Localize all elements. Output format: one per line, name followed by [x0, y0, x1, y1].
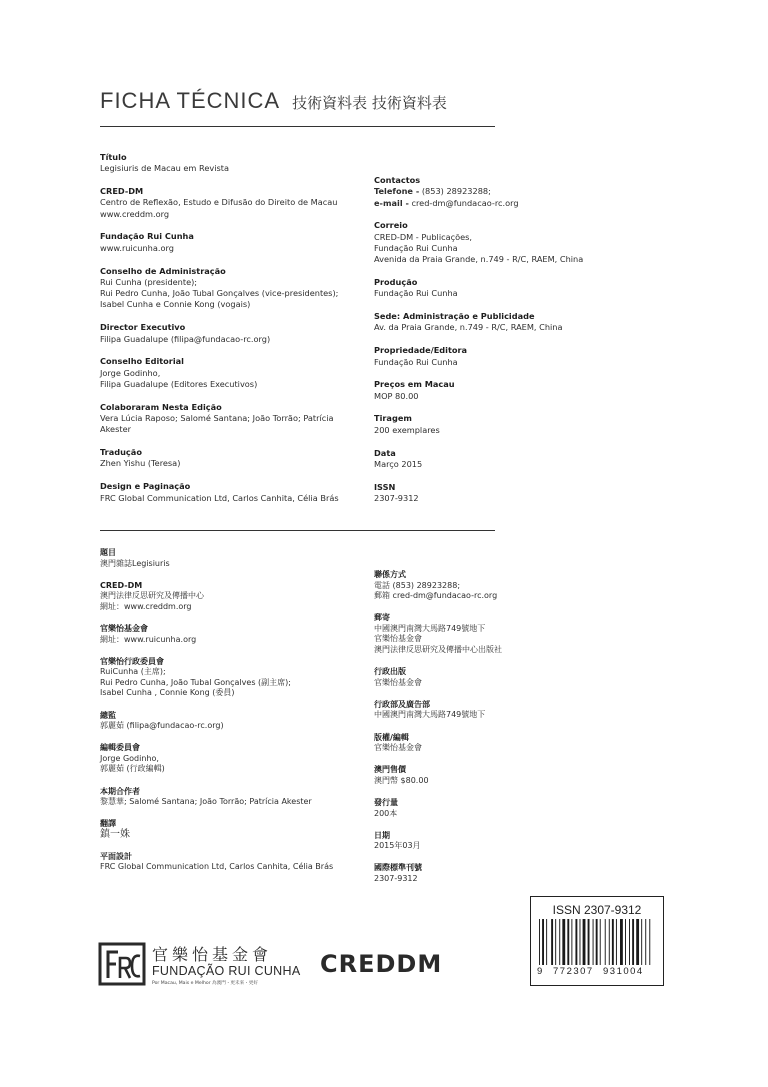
frc-logo-icon	[98, 942, 146, 986]
pt-field-block	[374, 311, 604, 334]
cn-field-block	[100, 743, 340, 775]
pt-field-label: Conselho de Administração	[100, 265, 226, 276]
cn-field-block	[374, 667, 604, 688]
barcode-digits-left: 772307	[553, 966, 594, 977]
barcode-bar	[600, 919, 601, 965]
cn-field-value: RuiCunha (主席);	[100, 667, 166, 677]
cn-field-label: 官樂怡行政委員會	[100, 656, 164, 666]
cn-field-block	[374, 863, 604, 884]
cn-field-label: 平面設計	[100, 851, 132, 861]
cn-field-value: Rui Pedro Cunha, João Tubal Gonçalves (副主席);	[100, 677, 291, 687]
issn-barcode-label: ISSN 2307-9312	[552, 903, 642, 917]
barcode-bar	[571, 919, 572, 965]
barcode-bar	[562, 919, 565, 965]
pt-field-value: Akester	[100, 424, 131, 435]
pt-field-block	[100, 481, 340, 504]
cn-field-value: 官樂怡基金會	[374, 743, 422, 753]
pt-field-block	[100, 356, 340, 390]
barcode-digits-right: 931004	[603, 966, 644, 977]
cn-field-label: CRED-DM	[100, 580, 143, 590]
cn-field-label: 行政出版	[374, 667, 406, 677]
cn-field-label: 題目	[100, 548, 116, 557]
cn-field-label: 行政部及廣告部	[374, 699, 430, 709]
phone-label: Telefone -	[374, 186, 420, 197]
pt-field-label: Data	[374, 447, 396, 458]
barcode-bar	[580, 919, 581, 965]
pt-field-label: Sede: Administração e Publicidade	[374, 311, 535, 322]
pt-field-value: Centro de Reflexão, Estudo e Difusão do Direito de Macau	[100, 197, 338, 208]
pt-field-block	[100, 186, 340, 220]
barcode-bar	[620, 919, 623, 965]
pt-field-label: Produção	[374, 277, 418, 288]
cn-field-value: Jorge Godinho,	[100, 753, 159, 763]
pt-field-label: Fundação Rui Cunha	[100, 231, 194, 242]
pt-field-label: Conselho Editorial	[100, 356, 184, 367]
barcode-bar	[551, 919, 553, 965]
barcode-bar	[605, 919, 606, 965]
pt-field-block	[100, 447, 340, 470]
pt-field-value: Filipa Guadalupe (filipa@fundacao-rc.org)	[100, 333, 271, 344]
cn-field-label: 版權/編輯	[374, 732, 409, 742]
cn-field-block	[100, 852, 340, 873]
barcode-bar	[555, 919, 556, 965]
email-label: e-mail -	[374, 197, 409, 208]
phone-line	[374, 186, 604, 197]
pt-field-value: MOP 80.00	[374, 390, 419, 401]
pt-left-column	[100, 152, 340, 515]
cn-field-label: 本期合作者	[100, 786, 140, 796]
pt-field-block	[100, 322, 340, 345]
pt-field-block	[100, 231, 340, 254]
barcode-bar	[546, 919, 547, 965]
cn-field-label: 澳門售價	[374, 765, 406, 775]
cn-field-value: 鎮一姝	[100, 828, 130, 840]
barcode-bar	[629, 919, 630, 965]
pt-field-value: Isabel Cunha e Connie Kong (vogais)	[100, 299, 251, 310]
barcode-bar	[636, 919, 639, 965]
pt-field-value: Avenida da Praia Grande, n.749 - R/C, RAEM, China	[374, 254, 584, 265]
page-title	[100, 88, 495, 114]
cn-field-value: 澳門法律反思研究及傳播中心出版社	[374, 645, 502, 655]
cn-left-column	[100, 548, 340, 885]
cn-field-block	[100, 787, 340, 808]
pt-field-value: 200 exemplares	[374, 424, 440, 435]
pt-field-block	[374, 379, 604, 402]
barcode-bar	[539, 919, 540, 965]
header-rule	[100, 126, 495, 127]
cn-field-block	[374, 613, 604, 655]
cn-field-label: 翻譯	[100, 819, 116, 829]
barcode-bars	[539, 919, 655, 967]
pt-field-label: Director Executivo	[100, 322, 186, 333]
cn-field-block	[374, 765, 604, 786]
pt-field-block	[374, 413, 604, 436]
barcode-bar	[593, 919, 594, 965]
cn-field-value: 郭麗茹 (行政編輯)	[100, 764, 165, 774]
cn-field-value: 中國澳門南灣大馬路749號地下	[374, 710, 486, 720]
cn-field-value: 2015年03月	[374, 841, 421, 851]
barcode-bar	[632, 919, 634, 965]
pt-field-label: CRED-DM	[100, 186, 144, 197]
barcode-bar	[542, 919, 544, 965]
pt-field-value: Março 2015	[374, 458, 423, 469]
creddm-logo: CREDDM	[320, 950, 443, 978]
pt-field-block	[374, 482, 604, 505]
cn-field-value: 黎慧華; Salomé Santana; João Torrão; Patrícia Akester	[100, 797, 312, 807]
barcode-bar	[645, 919, 646, 965]
cn-field-value: 中國澳門南灣大馬路749號地下	[374, 623, 486, 633]
contact-block	[374, 175, 604, 209]
cn-field-value: 官樂怡基金會	[374, 677, 422, 687]
pt-field-value: Zhen Yishu (Teresa)	[100, 458, 181, 469]
pt-field-block	[374, 448, 604, 471]
barcode-bar	[625, 919, 626, 965]
pt-field-value: Fundação Rui Cunha	[374, 356, 458, 367]
issn-barcode	[530, 896, 664, 986]
cn-field-block	[100, 657, 340, 699]
header	[100, 88, 495, 114]
pt-field-label: Título	[100, 152, 127, 162]
cn-field-value: Isabel Cunha , Connie Kong (委員)	[100, 688, 235, 698]
pt-field-label: Tiragem	[374, 413, 412, 424]
barcode-bar	[559, 919, 560, 965]
pt-field-label: Propriedade/Editora	[374, 345, 468, 356]
barcode-bar	[575, 919, 577, 965]
cn-field-block	[100, 581, 340, 613]
barcode-bar	[616, 919, 617, 965]
pt-field-block	[100, 152, 340, 175]
pt-field-value: Rui Cunha (presidente);	[100, 276, 198, 287]
pt-field-value: www.ruicunha.org	[100, 242, 174, 253]
frc-name-pt: FUNDAÇÃO RUI CUNHA	[152, 964, 301, 978]
barcode-bar	[649, 919, 650, 965]
pt-field-value: Legisiuris de Macau em Revista	[100, 163, 229, 174]
cn-field-label: 官樂怡基金會	[100, 623, 148, 633]
pt-field-block	[100, 402, 340, 436]
cn-field-value: 2307-9312	[374, 873, 418, 883]
cn-field-value: 網址：www.creddm.org	[100, 601, 192, 611]
cn-field-value: 網址：www.ruicunha.org	[100, 634, 197, 644]
barcode-bar	[596, 919, 598, 965]
frc-tagline: Por Macau, Mais e Melhor 為澳門・更未來・更好	[152, 981, 258, 986]
cn-field-label: 總監	[100, 710, 116, 720]
pt-field-block	[374, 277, 604, 300]
barcode-bar	[612, 919, 614, 965]
barcode-bar	[567, 919, 569, 965]
cn-field-value: 澳門雜誌Legisiuris	[100, 558, 170, 568]
pt-field-block	[374, 345, 604, 368]
barcode-bar	[588, 919, 590, 965]
pt-field-block	[100, 266, 340, 311]
barcode-bar	[609, 919, 610, 965]
pt-field-label: Correio	[374, 220, 408, 231]
cn-field-value: 澳門幣 $80.00	[374, 775, 429, 785]
pt-field-value: Av. da Praia Grande, n.749 - R/C, RAEM, China	[374, 322, 563, 333]
cn-field-label: 發行量	[374, 797, 398, 807]
pt-field-label: Preços em Macau	[374, 379, 455, 390]
cn-field-value: 澳門法律反思研究及傳播中心	[100, 591, 204, 601]
cn-field-block	[374, 570, 604, 602]
pt-field-value: Fundação Rui Cunha	[374, 288, 458, 299]
cn-field-label: 聯係方式	[374, 570, 406, 579]
email-value: cred-dm@fundacao-rc.org	[408, 197, 519, 208]
cn-field-label: 郵寄	[374, 613, 390, 623]
contact-label: Contactos	[374, 175, 421, 185]
pt-field-value: www.creddm.org	[100, 208, 170, 219]
pt-field-value: Filipa Guadalupe (Editores Executivos)	[100, 378, 258, 389]
pt-right-blocks	[374, 220, 604, 504]
section-rule	[100, 530, 495, 531]
pt-field-block	[374, 220, 604, 265]
cn-field-value: 官樂怡基金會	[374, 634, 422, 644]
cn-field-value: FRC Global Communication Ltd, Carlos Canhita, Célia Brás	[100, 862, 334, 872]
cn-field-value: 郵箱 cred-dm@fundacao-rc.org	[374, 591, 498, 601]
email-line	[374, 198, 604, 209]
cn-field-block	[100, 819, 340, 840]
pt-field-value: Jorge Godinho,	[100, 367, 161, 378]
cn-field-block	[374, 700, 604, 721]
pt-field-value: CRED-DM - Publicações,	[374, 231, 473, 242]
cn-field-value: 200本	[374, 808, 398, 818]
cn-right-column	[374, 570, 604, 896]
pt-field-value: 2307-9312	[374, 492, 419, 503]
pt-field-value: Fundação Rui Cunha	[374, 242, 458, 253]
pt-field-value: FRC Global Communication Ltd, Carlos Canhita, Célia Brás	[100, 492, 339, 503]
pt-field-label: Design e Paginação	[100, 481, 191, 492]
cn-field-block	[100, 711, 340, 732]
cn-field-block	[100, 624, 340, 645]
pt-field-label: Tradução	[100, 447, 142, 458]
barcode-bar	[583, 919, 586, 965]
cn-field-value: 電話 (853) 28923288;	[374, 580, 461, 590]
phone-value: (853) 28923288;	[419, 186, 491, 197]
cn-field-block	[100, 548, 340, 569]
cn-field-block	[374, 831, 604, 852]
cn-field-block	[374, 733, 604, 754]
cn-field-label: 國際標準刊號	[374, 863, 422, 873]
cn-field-label: 編輯委員會	[100, 743, 140, 753]
cn-field-value: 郭麗茹 (filipa@fundacao-rc.org)	[100, 721, 224, 731]
pt-right-column	[374, 175, 604, 516]
frc-name-cn: 官樂怡基金會	[152, 945, 273, 964]
pt-field-label: Colaboraram Nesta Edição	[100, 401, 222, 412]
barcode-bar	[641, 919, 642, 965]
page-title-pt: FICHA TÉCNICA	[100, 88, 281, 113]
pt-field-label: ISSN	[374, 481, 396, 492]
pt-field-value: Rui Pedro Cunha, João Tubal Gonçalves (vice-presidentes);	[100, 288, 339, 299]
page-title-cn: 技術資料表 技術資料表	[292, 94, 447, 112]
barcode-digit-lead: 9	[537, 966, 543, 977]
pt-field-value: Vera Lúcia Raposo; Salomé Santana; João Torrão; Patrícia	[100, 413, 334, 424]
cn-field-label: 日期	[374, 830, 390, 840]
cn-field-block	[374, 798, 604, 819]
